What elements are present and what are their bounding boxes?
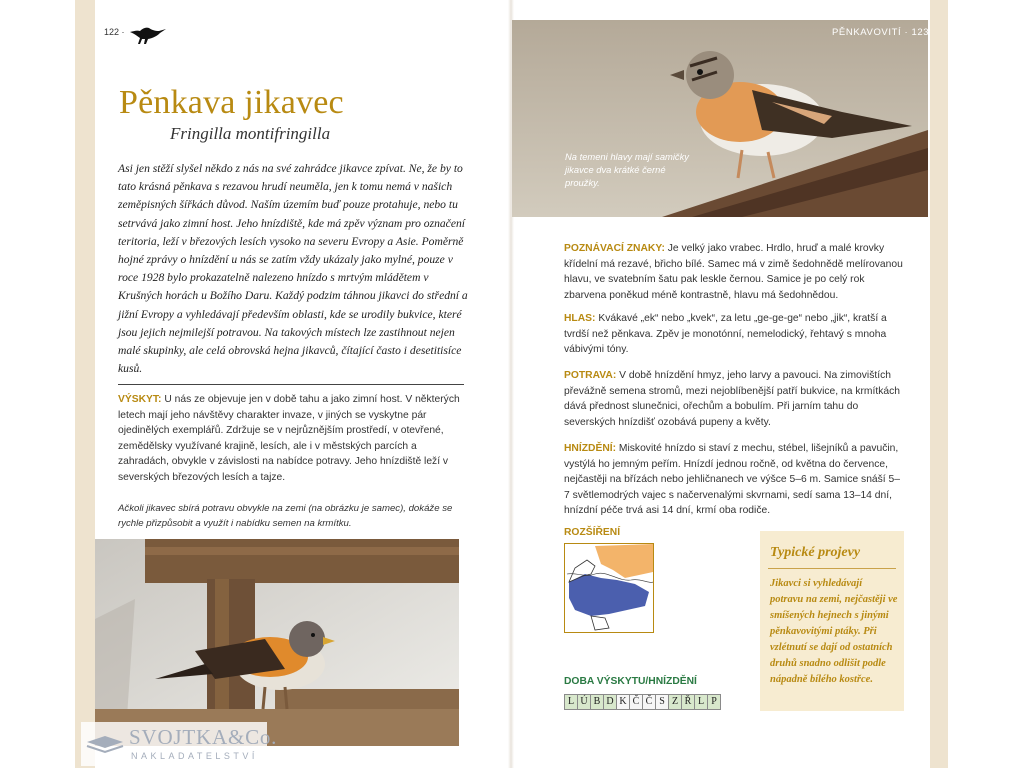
month-cell: P xyxy=(707,694,721,710)
nesting-label: HNÍZDĚNÍ: xyxy=(564,443,617,454)
month-cell: L xyxy=(694,694,708,710)
page-header-right: PĚNKAVOVITÍ · 123 xyxy=(832,27,930,38)
food-label: POTRAVA: xyxy=(564,370,617,381)
book-edge-left xyxy=(75,0,95,768)
nesting-text: Miskovité hnízdo si staví z mechu, stébel, lišejníků a pavučin, vystýlá ho jemným peřím. Hnízdí jednou ročně, od května do července, nejčastěji na břízách nebo jehličnanech ve výšce 5–6 m. Samice snáší 5–7 světlemodrých vajec s načervenalými skvrnami, sedí sama 13–14 dní, hnízdní péče trvá asi 14 dní, krmí oba rodiče. xyxy=(564,443,900,517)
intro-paragraph: Asi jen stěží slyšel někdo z nás na své zahrádce jikavce zpívat. Ne, že by to tato krásná pěnkava s rezavou hrudí neuměla, jen k tomu nemá v našich zeměpisných šířkách důvod. Naším územím buď pouze protahuje, nebo tu setrvává jako zimní host. Jeho hnízdiště, kde má zpěv význam pro označení teritoria, leží v březových lesích vysoko na severu Evropy a Asie. Poměrně hojné zprávy o hnízdění u nás se zatím vždy ukázaly jako mylné, pouze v roce 1928 bylo prokazatelně nalezeno hnízdo s mrtvým mládětem v Krušných horách u Božího Daru. Každý podzim táhnou jikavci do střední a jižní Evropy a vyhledávají především oblasti, kde se urodily bukvice, které jsou jejich nejmilejší potravou. Na takových místech lze zastihnout nejen malé skupinky, ale celá obrovská hejna jikavců, čítající často i desetitisíce kusů. xyxy=(118,162,468,376)
photo-caption-right: Na temeni hlavy mají samičky jikavce dva krátké černé proužky. xyxy=(565,151,689,188)
publisher-watermark xyxy=(81,722,278,766)
nesting-section xyxy=(564,441,904,519)
range-map xyxy=(564,543,654,633)
book-edge-right xyxy=(930,0,948,768)
voice-section xyxy=(564,311,904,358)
month-cell: Z xyxy=(668,694,682,710)
month-cell: Č xyxy=(629,694,643,710)
occurrence-text: U nás ze objevuje jen v době tahu a jako zimní host. V některých letech mají jeho návštěvy charakter invaze, v jiných se vyskytne pár ojedinělých exemplářů. Zdržuje se v nejrůznějším prostředí, v otevřené, zemědělsky využívané krajině, lesích, ale i v městských parcích a zahradách, obvykle v závislosti na nabídce potravy. Jeho hnízdiště leží v severských březových lesích a tajze. xyxy=(118,394,460,483)
box-divider xyxy=(768,568,896,569)
month-cell: S xyxy=(655,694,669,710)
month-cell: Ú xyxy=(577,694,591,710)
identification-text: Je velký jako vrabec. Hrdlo, hruď a malé krovky křídelní má rezavé, břicho bílé. Samec má v zimě šedohnědě melírovanou hlavu, ve svatebním šatu pak leskle černou. Samice je po celý rok zbarvena poněkud méně kontrastně, hlavu má šedohnědou. xyxy=(564,243,903,301)
range-label: ROZŠÍŘENÍ xyxy=(564,527,621,538)
identification-label: POZNÁVACÍ ZNAKY: xyxy=(564,243,665,254)
bird-silhouette-icon xyxy=(128,22,168,48)
month-cell: D xyxy=(603,694,617,710)
page-number-left: 122 · xyxy=(104,27,125,37)
section-divider xyxy=(118,384,464,385)
species-title: Pěnkava jikavec xyxy=(119,84,344,121)
month-cell: Ř xyxy=(681,694,695,710)
latin-name: Fringilla montifringilla xyxy=(170,124,331,143)
occurrence-section xyxy=(118,392,466,486)
box-text: Jikavci si vyhledávají potravu na zemi, nejčastěji ve smíšených hejnech s jinými pěnkavovitými ptáky. Při vzlétnutí se dají od ostatních druhů snadno odlišit podle nápadně bílého kostřce. xyxy=(770,578,898,685)
occurrence-label: VÝSKYT: xyxy=(118,394,162,405)
typical-behaviour-box xyxy=(760,531,904,711)
box-title: Typické projevy xyxy=(770,545,861,560)
photo-caption-left: Ačkoli jikavec sbírá potravu obvykle na zemi (na obrázku je samec), dokáže se rychle přizpůsobit a využít i nabídku semen na krmítku. xyxy=(118,503,453,529)
month-cell: B xyxy=(590,694,604,710)
month-cell: Č xyxy=(642,694,656,710)
photo-bird-on-feeder xyxy=(95,539,459,746)
publisher-subtitle: NAKLADATELSTVÍ xyxy=(131,751,258,761)
voice-text: Kvákavé „ek“ nebo „kvek“, za letu „ge-ge-ge“ nebo „jik“, kratší a tvrdší než pěnkava. Zpěv je monotónní, nemelodický, řehtavý s mnoha vábivými tóny. xyxy=(564,313,887,356)
occurrence-period-label: DOBA VÝSKYTU/HNÍZDĚNÍ xyxy=(564,676,697,687)
month-cell: K xyxy=(616,694,630,710)
food-section xyxy=(564,368,904,430)
identification-section xyxy=(564,241,904,303)
publisher-name: SVOJTKA&Co. xyxy=(129,725,278,749)
month-strip xyxy=(564,694,720,710)
food-text: V době hnízdění hmyz, jeho larvy a pavouci. Na zimovištích převážně semena stromů, mezi nejoblíbenější patří bukvice, na krmítkách dává přednost slunečnici, ořechům a bobulím. Při jarním tahu do severských hnízdišť ozobává pupeny a květy. xyxy=(564,370,900,428)
voice-label: HLAS: xyxy=(564,313,596,324)
book-logo-icon xyxy=(85,728,125,756)
month-cell: L xyxy=(564,694,578,710)
